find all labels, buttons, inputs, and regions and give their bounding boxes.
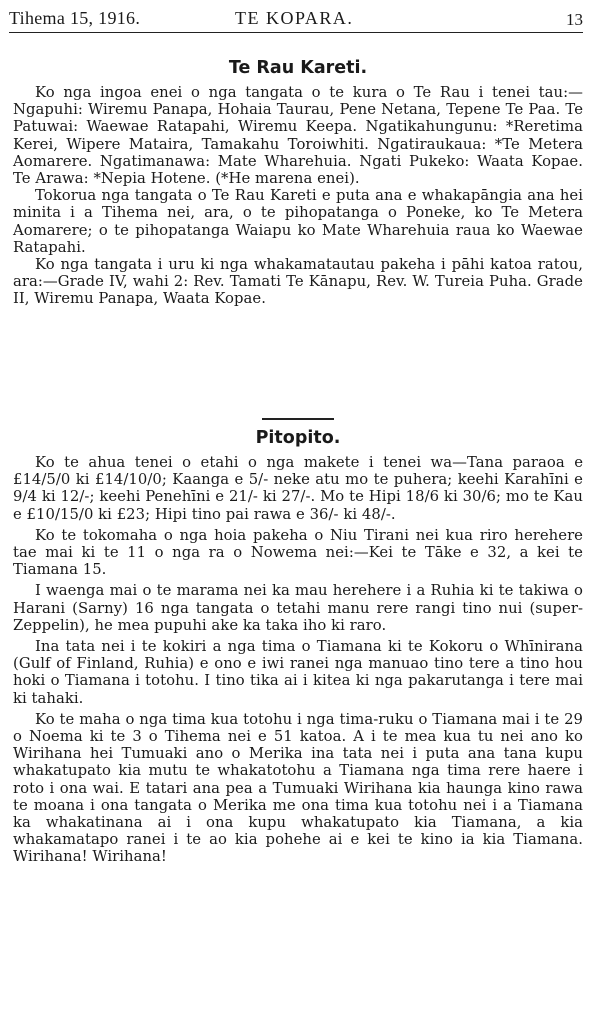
article-te-rau-kareti: [13, 58, 583, 308]
page-number: 13: [566, 10, 583, 29]
publication-title: TE KOPARA.: [235, 8, 354, 28]
paragraph: Ko te maha o nga tima kua totohu i nga tima-ruku o Tiamana mai i te 29 o Noema ki te 3 o Tihema nei e 51 katoa. A i te mea kua tu nei ano ko Wirihana hei Tumuaki ano o Merika ina tata nei i puta ana tana kupu whakatupato kia mutu te whakatotohu a Tiamana nga tima rere haere i roto i ona wai. E tatari ana pea a Tumuaki Wirihana kia haunga kino rawa te moana i ona tangata o Merika me ona tima kua totohu nei i a Tiamana ka whakatinana ai i ona kupu whakatupato kia Tiamana, a kia whakamatapo ranei i te ao kia pohehe ai e kei te kino ia kia Tiamana. Wirihana! Wirihana!: [13, 710, 583, 866]
paragraph: Ko nga ingoa enei o nga tangata o te kura o Te Rau i tenei tau:—Ngapuhi: Wiremu Panapa, Hohaia Taurau, Pene Netana, Tepene Te Paa. Te Patuwai: Waewae Ratapahi, Wiremu Keepa. Ngatikahungunu: *Reretima Kerei, Wipere Mataira, Tamakahu Toroiwhiti. Ngatiraukaua: *Te Metera Aomarere. Ngatimanawa: Mate Wharehuia. Ngati Pukeko: Waata Kopae. Te Arawa: *Nepia Hotene. (*He marena enei).: [13, 84, 583, 188]
paragraph: Tokorua nga tangata o Te Rau Kareti e puta ana e whakapāngia ana hei minita i a Tihema nei, ara, o te pihopatanga o Poneke, ko Te Metera Aomarere; o te pihopatanga Waiapu ko Mate Wharehuia raua ko Waewae Ratapahi.: [13, 187, 583, 256]
article-pitopito: [13, 428, 583, 866]
section-title: Pitopito.: [255, 428, 341, 448]
paragraph: Ko te tokomaha o nga hoia pakeha o Niu Tirani nei kua riro herehere tae mai ki te 11 o nga ra o Nowema nei:—Kei te Tāke e 32, a kei te Tiamana 15.: [13, 526, 583, 579]
paragraph: I waenga mai o te marama nei ka mau herehere i a Ruhia ki te takiwa o Harani (Sarny) 16 nga tangata o tetahi manu rere rangi tino nui (super-Zeppelin), he mea pupuhi ake ka taka iho ki raro.: [13, 582, 583, 634]
running-head: [9, 6, 583, 33]
paragraph: Ko te ahua tenei o etahi o nga makete i tenei wa—Tana paraoa e £14/5/0 ki £14/10/0; Kaanga e 5/- neke atu mo te puhera; keehi Karahīni e 9/4 ki 12/-; keehi Penehīni e 21/- ki 27/-. Mo te Hipi 18/6 ki 30/6; mo te Kau e £10/15/0 ki £23; Hipi tino pai rawa e 36/- ki 48/-.: [13, 454, 583, 523]
section-divider: [262, 418, 334, 420]
section-title: Te Rau Kareti.: [228, 58, 368, 78]
paragraph: Ina tata nei i te kokiri a nga tima o Tiamana ki te Kokoru o Whīnirana (Gulf of Finland, Ruhia) e ono e iwi ranei nga manuao tino tere a tino hou hoki o Tiamana i totohu. I tino tika ai i kitea ki nga pakarutanga i tere mai ki tahaki.: [13, 638, 583, 707]
issue-date: Tihema 15, 1916.: [9, 8, 141, 28]
paragraph: Ko nga tangata i uru ki nga whakamatautau pakeha i pāhi katoa ratou, ara:—Grade IV, wahi 2: Rev. Tamati Te Kānapu, Rev. W. Tureia Puha. Grade II, Wiremu Panapa, Waata Kopae.: [13, 256, 583, 308]
